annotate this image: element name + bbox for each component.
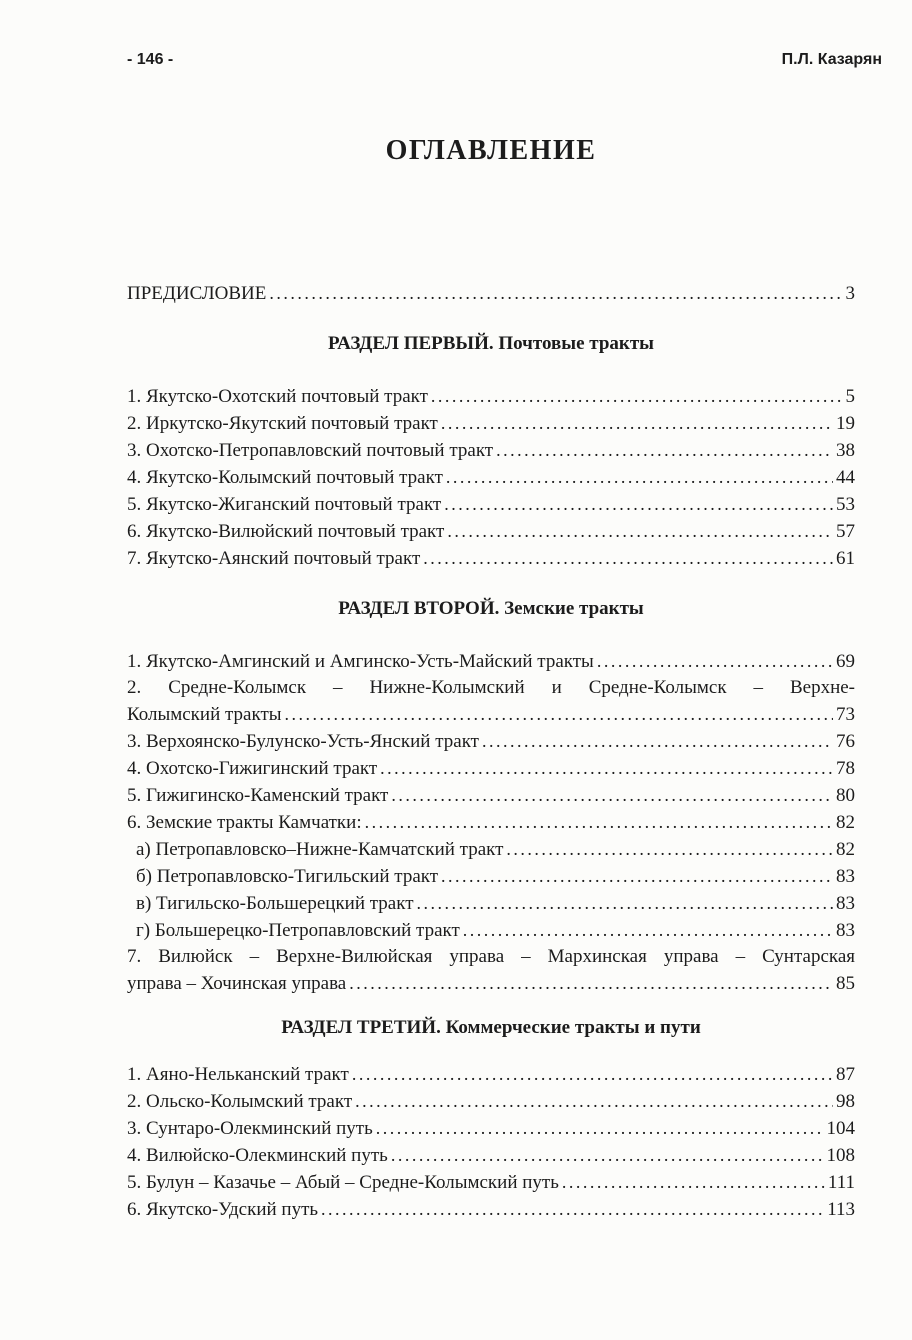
toc-entry-preface (127, 280, 855, 307)
dot-leader (444, 491, 833, 518)
toc-page-number: 108 (826, 1145, 855, 1166)
toc-entry (127, 836, 855, 863)
toc-page-number: 85 (836, 973, 855, 994)
toc-page-number: 61 (836, 548, 855, 569)
toc-page-number: 3 (845, 283, 855, 304)
toc-page-number: 76 (836, 731, 855, 752)
dot-leader (597, 648, 833, 675)
toc-entry (127, 782, 855, 809)
toc-entry (127, 1169, 855, 1196)
toc-entry-title: управа – Хочинская управа (127, 973, 347, 994)
toc-entry-title: 4. Охотско-Гижигинский тракт (127, 758, 378, 779)
toc-page-number: 83 (836, 866, 855, 887)
dot-leader (463, 917, 833, 944)
toc-entry (127, 1115, 855, 1142)
dot-leader (441, 863, 833, 890)
toc-entry (127, 755, 855, 782)
toc-entry-title: г) Большерецко-Петропавловский тракт (136, 920, 460, 941)
dot-leader (376, 1115, 824, 1142)
toc-page-number: 5 (845, 386, 855, 407)
toc-entry (127, 491, 855, 518)
toc-entry-title: 1. Аяно-Нельканский тракт (127, 1064, 349, 1085)
toc-entry (127, 1088, 855, 1115)
toc-entry (127, 728, 855, 755)
toc-page-number: 83 (836, 893, 855, 914)
toc-entry-title: 2. Ольско-Колымский тракт (127, 1091, 353, 1112)
running-header (127, 48, 882, 72)
dot-leader (349, 970, 833, 997)
dot-leader (352, 1061, 833, 1088)
toc-page-number: 73 (836, 704, 855, 725)
dot-leader (417, 890, 833, 917)
section-heading: РАЗДЕЛ ВТОРОЙ. Земские тракты (338, 598, 644, 619)
toc-entry (127, 970, 855, 997)
toc-entry (127, 1061, 855, 1088)
dot-leader (496, 437, 833, 464)
toc-entry-title: а) Петропавловско–Нижне-Камчатский тракт (136, 839, 504, 860)
toc-entry-title: ПРЕДИСЛОВИЕ (127, 283, 267, 304)
toc-entry (127, 383, 855, 410)
toc-page-number: 69 (836, 651, 855, 672)
toc-entry (127, 1142, 855, 1169)
toc-entry (127, 410, 855, 437)
toc-entry-title: 2. Иркутско-Якутский почтовый тракт (127, 413, 438, 434)
toc-entry (127, 701, 855, 728)
toc-entry (127, 437, 855, 464)
dot-leader (380, 755, 833, 782)
toc-entry-title: в) Тигильско-Большерецкий тракт (136, 893, 414, 914)
toc-entry-title: 5. Булун – Казачье – Абый – Средне-Колымский путь (127, 1172, 559, 1193)
dot-leader (391, 782, 833, 809)
dot-leader (269, 280, 842, 307)
dot-leader (482, 728, 833, 755)
toc-page-number: 87 (836, 1064, 855, 1085)
dot-leader (441, 410, 833, 437)
toc-entry (127, 464, 855, 491)
page-number: - 146 - (127, 51, 174, 68)
toc-entry-title: 3. Верхоянско-Булунско-Усть-Янский тракт (127, 731, 479, 752)
toc-page-number: 78 (836, 758, 855, 779)
toc-entry-title: б) Петропавловско-Тигильский тракт (136, 866, 439, 887)
toc-entry (127, 809, 855, 836)
toc-entry-title: 4. Вилюйско-Олекминский путь (127, 1145, 388, 1166)
toc-entry-title: 1. Якутско-Амгинский и Амгинско-Усть-Майский тракты (127, 651, 594, 672)
toc-page-number: 104 (826, 1118, 855, 1139)
toc-page-number: 57 (836, 521, 855, 542)
toc-entry-title: Колымский тракты (127, 704, 282, 725)
toc-entry (127, 890, 855, 917)
toc-entry-title: 3. Охотско-Петропавловский почтовый тракт (127, 440, 494, 461)
toc-page-number: 113 (827, 1199, 855, 1220)
dot-leader (506, 836, 833, 863)
toc-entry-title: 6. Якутско-Вилюйский почтовый тракт (127, 521, 445, 542)
toc-entry-title: 5. Гижигинско-Каменский тракт (127, 785, 389, 806)
toc-entry (127, 917, 855, 944)
toc-page-number: 44 (836, 467, 855, 488)
toc-sections (127, 331, 855, 1223)
toc-page-number: 82 (836, 839, 855, 860)
toc-page-number: 38 (836, 440, 855, 461)
toc-page-number: 53 (836, 494, 855, 515)
toc-page-number: 111 (827, 1172, 855, 1193)
toc-entry-title: 5. Якутско-Жиганский почтовый тракт (127, 494, 442, 515)
dot-leader (447, 518, 833, 545)
dot-leader (562, 1169, 825, 1196)
toc-entry-title: 1. Якутско-Охотский почтовый тракт (127, 386, 428, 407)
toc-entry (127, 863, 855, 890)
dot-leader (285, 701, 833, 728)
toc-entry (127, 1196, 855, 1223)
toc-page-number: 83 (836, 920, 855, 941)
toc-entry (127, 545, 855, 572)
toc-entry-title: 6. Земские тракты Камчатки: (127, 812, 362, 833)
author-name: П.Л. Казарян (781, 51, 882, 68)
toc-page-number: 82 (836, 812, 855, 833)
dot-leader (365, 809, 833, 836)
page-title: ОГЛАВЛЕНИЕ (385, 135, 597, 166)
dot-leader (321, 1196, 824, 1223)
toc-page-number: 80 (836, 785, 855, 806)
toc-entry (127, 518, 855, 545)
dot-leader (431, 383, 843, 410)
toc-entry-wrap-line: 2. Средне-Колымск – Нижне-Колымский и Средне-Колымск – Верхне- (127, 677, 855, 698)
dot-leader (423, 545, 833, 572)
dot-leader (391, 1142, 824, 1169)
toc-entry-wrap-line: 7. Вилюйск – Верхне-Вилюйская управа – Мархинская управа – Сунтарская (127, 946, 855, 967)
section-heading: РАЗДЕЛ ПЕРВЫЙ. Почтовые тракты (328, 333, 654, 354)
toc-entry-title: 6. Якутско-Удский путь (127, 1199, 319, 1220)
toc-page-number: 98 (836, 1091, 855, 1112)
toc-entry-title: 7. Якутско-Аянский почтовый тракт (127, 548, 421, 569)
dot-leader (355, 1088, 833, 1115)
toc-entry-title: 4. Якутско-Колымский почтовый тракт (127, 467, 443, 488)
section-heading: РАЗДЕЛ ТРЕТИЙ. Коммерческие тракты и пути (281, 1017, 701, 1038)
toc-entry-title: 3. Сунтаро-Олекминский путь (127, 1118, 373, 1139)
toc-entry (127, 648, 855, 675)
dot-leader (446, 464, 833, 491)
toc-page-number: 19 (836, 413, 855, 434)
